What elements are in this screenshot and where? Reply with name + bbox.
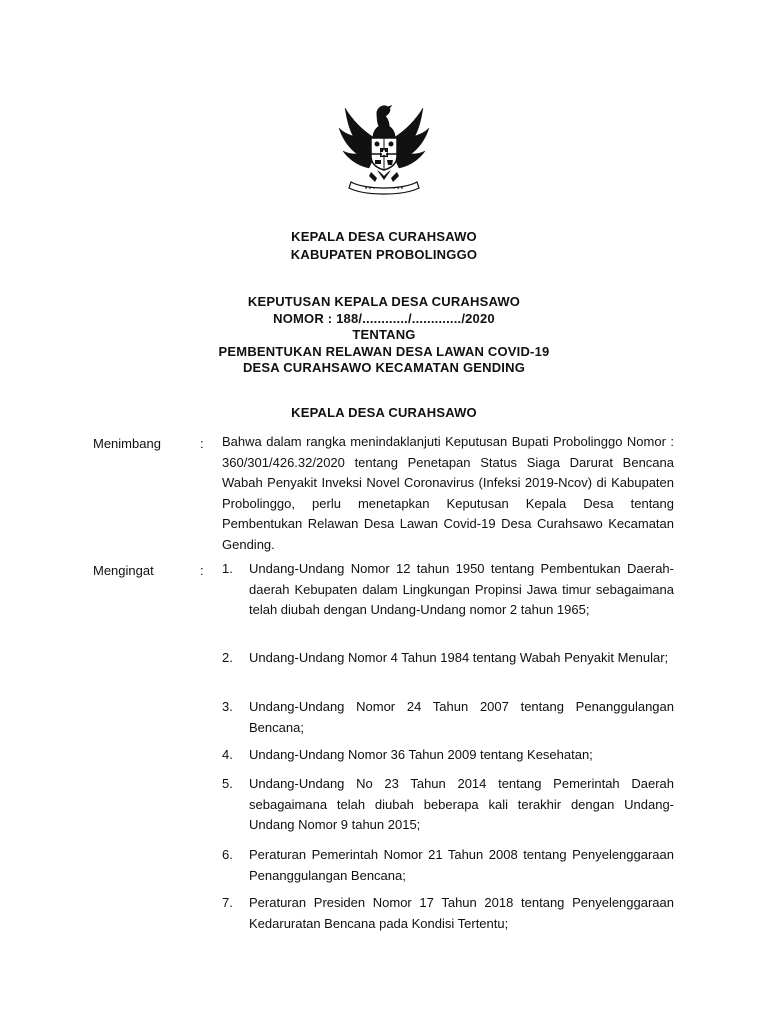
list-item-text: Undang-Undang Nomor 36 Tahun 2009 tentang Kesehatan; <box>249 747 593 762</box>
list-item-number: 1. <box>222 561 233 576</box>
list-item-text: Peraturan Presiden Nomor 17 Tahun 2018 tentang Penyelenggaraan Kedaruratan Bencana pada Kondisi Tertentu; <box>249 895 674 931</box>
decree-number: NOMOR : 188/............/............./2020 <box>273 311 495 326</box>
menimbang-colon: : <box>200 436 204 451</box>
decree-subject-line-2: DESA CURAHSAWO KECAMATAN GENDING <box>242 360 526 375</box>
list-item-text: Peraturan Pemerintah Nomor 21 Tahun 2008 tentang Penyelenggaraan Penanggulangan Bencana; <box>249 847 674 883</box>
menimbang-label: Menimbang <box>93 436 161 451</box>
decree-tentang: TENTANG <box>352 327 416 342</box>
signatory-heading: KEPALA DESA CURAHSAWO <box>291 405 477 420</box>
list-item-number: 2. <box>222 650 233 665</box>
list-item-number: 4. <box>222 747 233 762</box>
decree-title: KEPUTUSAN KEPALA DESA CURAHSAWO <box>247 294 521 309</box>
list-item-text: Undang-Undang Nomor 24 Tahun 2007 tentang Penanggulangan Bencana; <box>249 699 674 735</box>
list-item-number: 3. <box>222 699 233 714</box>
list-item-number: 7. <box>222 895 233 910</box>
list-item-text: Undang-Undang Nomor 12 tahun 1950 tentang Pembentukan Daerah-daerah Kebupaten dalam Lingkungan Propinsi Jawa timur sebagaimana telah diubah dengan Undang-Undang nomor 2 tahun 1965; <box>249 561 674 618</box>
list-item-text: Undang-Undang Nomor 4 Tahun 1984 tentang Wabah Penyakit Menular; <box>249 650 669 665</box>
list-item-number: 6. <box>222 847 233 862</box>
header-line-1: KEPALA DESA CURAHSAWO <box>291 229 477 244</box>
list-item-number: 5. <box>222 776 233 791</box>
menimbang-text: Bahwa dalam rangka menindaklanjuti Keputusan Bupati Probolinggo Nomor : 360/301/426.32/2020 tentang Penetapan Status Siaga Darurat Bencana Wabah Penyakit Inveksi Novel Coronavirus (Infeksi 2019-Ncov) di Kabupaten Probolinggo, perlu menetapkan Keputusan Kepala Desa tentang Pembentukan Relawan Desa Lawan Covid-19 Desa Curahsawo Kecamatan Gending. <box>222 434 674 552</box>
decree-subject-line-1: PEMBENTUKAN RELAWAN DESA LAWAN COVID-19 <box>218 344 550 359</box>
mengingat-colon: : <box>200 563 204 578</box>
list-item-text: Undang-Undang No 23 Tahun 2014 tentang Pemerintah Daerah sebagaimana telah diubah beberapa kali terakhir dengan Undang-Undang Nomor 9 tahun 2015; <box>249 776 674 833</box>
garuda-emblem-icon <box>337 98 431 202</box>
header-line-2: KABUPATEN PROBOLINGGO <box>290 247 478 262</box>
mengingat-label: Mengingat <box>93 563 154 578</box>
